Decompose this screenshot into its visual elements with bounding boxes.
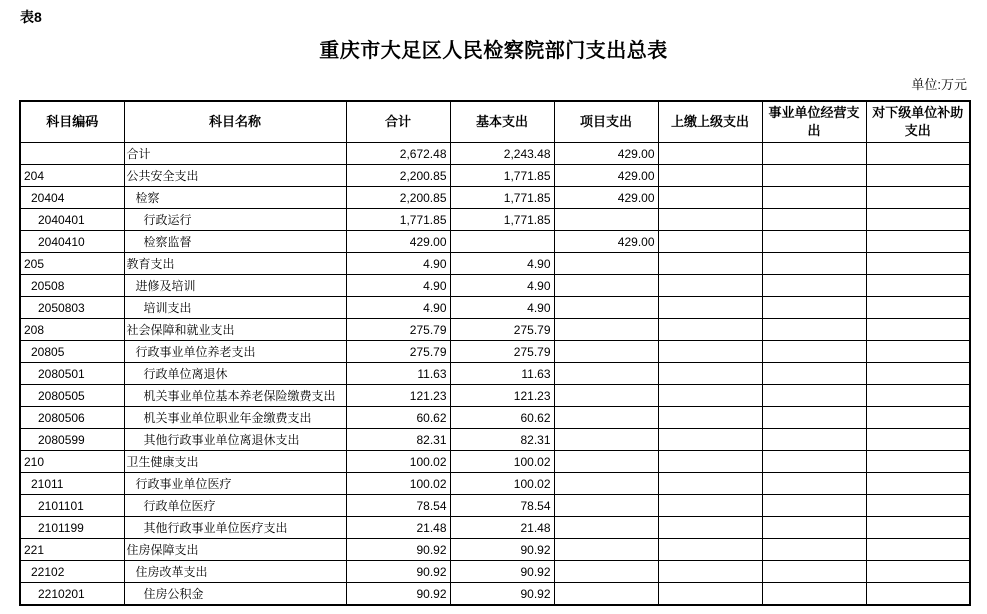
cell-operating-expenditure <box>762 385 866 407</box>
cell-upper-level-payment <box>658 583 762 606</box>
cell-subject-code: 20805 <box>20 341 124 363</box>
cell-subject-name: 行政单位医疗 <box>124 495 346 517</box>
cell-subsidy-expenditure <box>866 341 970 363</box>
cell-upper-level-payment <box>658 319 762 341</box>
cell-upper-level-payment <box>658 187 762 209</box>
cell-project-expenditure <box>554 495 658 517</box>
table-row <box>20 231 970 253</box>
column-header-operating-expenditure: 事业单位经营支出 <box>762 101 866 143</box>
cell-basic-expenditure: 100.02 <box>450 451 554 473</box>
cell-subject-name: 检察 <box>124 187 346 209</box>
cell-total: 78.54 <box>346 495 450 517</box>
cell-subject-name: 行政事业单位养老支出 <box>124 341 346 363</box>
cell-basic-expenditure: 4.90 <box>450 275 554 297</box>
cell-subject-name: 社会保障和就业支出 <box>124 319 346 341</box>
cell-project-expenditure <box>554 253 658 275</box>
cell-project-expenditure <box>554 429 658 451</box>
cell-subsidy-expenditure <box>866 385 970 407</box>
cell-subject-code: 205 <box>20 253 124 275</box>
cell-subsidy-expenditure <box>866 209 970 231</box>
cell-basic-expenditure: 60.62 <box>450 407 554 429</box>
cell-subject-name: 检察监督 <box>124 231 346 253</box>
cell-subject-code: 204 <box>20 165 124 187</box>
cell-subject-name: 其他行政事业单位医疗支出 <box>124 517 346 539</box>
cell-total: 275.79 <box>346 341 450 363</box>
cell-project-expenditure: 429.00 <box>554 143 658 165</box>
table-row <box>20 319 970 341</box>
cell-total: 90.92 <box>346 561 450 583</box>
cell-operating-expenditure <box>762 363 866 385</box>
cell-upper-level-payment <box>658 495 762 517</box>
cell-operating-expenditure <box>762 319 866 341</box>
cell-subsidy-expenditure <box>866 561 970 583</box>
cell-total: 21.48 <box>346 517 450 539</box>
cell-subject-name: 合计 <box>124 143 346 165</box>
cell-project-expenditure <box>554 275 658 297</box>
cell-subject-code: 20404 <box>20 187 124 209</box>
table-body <box>20 143 970 606</box>
cell-basic-expenditure: 121.23 <box>450 385 554 407</box>
table-row <box>20 209 970 231</box>
cell-upper-level-payment <box>658 165 762 187</box>
cell-subsidy-expenditure <box>866 407 970 429</box>
cell-total: 121.23 <box>346 385 450 407</box>
cell-project-expenditure <box>554 407 658 429</box>
cell-basic-expenditure: 1,771.85 <box>450 209 554 231</box>
cell-subject-code: 21011 <box>20 473 124 495</box>
cell-upper-level-payment <box>658 275 762 297</box>
table-row <box>20 165 970 187</box>
cell-total: 1,771.85 <box>346 209 450 231</box>
cell-project-expenditure: 429.00 <box>554 187 658 209</box>
cell-subject-name: 培训支出 <box>124 297 346 319</box>
cell-operating-expenditure <box>762 451 866 473</box>
cell-basic-expenditure: 11.63 <box>450 363 554 385</box>
cell-upper-level-payment <box>658 451 762 473</box>
cell-operating-expenditure <box>762 495 866 517</box>
table-row <box>20 407 970 429</box>
cell-subject-code: 2080506 <box>20 407 124 429</box>
cell-subject-name: 住房改革支出 <box>124 561 346 583</box>
cell-project-expenditure <box>554 297 658 319</box>
cell-subject-name: 住房保障支出 <box>124 539 346 561</box>
cell-operating-expenditure <box>762 275 866 297</box>
cell-project-expenditure: 429.00 <box>554 231 658 253</box>
cell-project-expenditure <box>554 451 658 473</box>
cell-project-expenditure <box>554 363 658 385</box>
cell-operating-expenditure <box>762 165 866 187</box>
cell-total: 82.31 <box>346 429 450 451</box>
cell-basic-expenditure: 1,771.85 <box>450 187 554 209</box>
cell-project-expenditure <box>554 517 658 539</box>
cell-subsidy-expenditure <box>866 539 970 561</box>
column-header-project-expenditure: 项目支出 <box>554 101 658 143</box>
cell-subject-name: 行政事业单位医疗 <box>124 473 346 495</box>
cell-upper-level-payment <box>658 297 762 319</box>
cell-project-expenditure <box>554 539 658 561</box>
cell-basic-expenditure: 1,771.85 <box>450 165 554 187</box>
cell-subject-code: 2210201 <box>20 583 124 606</box>
cell-operating-expenditure <box>762 297 866 319</box>
cell-upper-level-payment <box>658 561 762 583</box>
cell-basic-expenditure: 78.54 <box>450 495 554 517</box>
cell-subject-code: 2101199 <box>20 517 124 539</box>
cell-subsidy-expenditure <box>866 143 970 165</box>
column-header-upper-level-payment: 上缴上级支出 <box>658 101 762 143</box>
cell-operating-expenditure <box>762 209 866 231</box>
cell-upper-level-payment <box>658 253 762 275</box>
table-row <box>20 253 970 275</box>
column-header-subject-code: 科目编码 <box>20 101 124 143</box>
cell-subsidy-expenditure <box>866 451 970 473</box>
cell-subject-code <box>20 143 124 165</box>
table-row <box>20 187 970 209</box>
cell-upper-level-payment <box>658 429 762 451</box>
cell-subject-name: 进修及培训 <box>124 275 346 297</box>
cell-basic-expenditure: 275.79 <box>450 319 554 341</box>
cell-basic-expenditure: 275.79 <box>450 341 554 363</box>
cell-subsidy-expenditure <box>866 583 970 606</box>
cell-total: 2,672.48 <box>346 143 450 165</box>
cell-upper-level-payment <box>658 143 762 165</box>
cell-subsidy-expenditure <box>866 319 970 341</box>
cell-subsidy-expenditure <box>866 429 970 451</box>
cell-total: 4.90 <box>346 297 450 319</box>
cell-project-expenditure <box>554 561 658 583</box>
cell-operating-expenditure <box>762 253 866 275</box>
table-row <box>20 297 970 319</box>
cell-subject-code: 208 <box>20 319 124 341</box>
cell-total: 11.63 <box>346 363 450 385</box>
table-row <box>20 363 970 385</box>
table-row <box>20 495 970 517</box>
cell-subsidy-expenditure <box>866 231 970 253</box>
cell-upper-level-payment <box>658 539 762 561</box>
cell-operating-expenditure <box>762 473 866 495</box>
cell-operating-expenditure <box>762 583 866 606</box>
cell-operating-expenditure <box>762 517 866 539</box>
cell-subject-code: 2040401 <box>20 209 124 231</box>
table-row <box>20 517 970 539</box>
cell-operating-expenditure <box>762 429 866 451</box>
cell-subject-code: 221 <box>20 539 124 561</box>
cell-basic-expenditure: 82.31 <box>450 429 554 451</box>
cell-subsidy-expenditure <box>866 253 970 275</box>
table-header-row <box>20 101 970 143</box>
cell-total: 2,200.85 <box>346 165 450 187</box>
cell-subject-name: 机关事业单位基本养老保险缴费支出 <box>124 385 346 407</box>
cell-total: 275.79 <box>346 319 450 341</box>
table-row <box>20 583 970 606</box>
cell-total: 4.90 <box>346 275 450 297</box>
cell-upper-level-payment <box>658 385 762 407</box>
cell-subject-code: 2101101 <box>20 495 124 517</box>
cell-basic-expenditure: 100.02 <box>450 473 554 495</box>
cell-subsidy-expenditure <box>866 187 970 209</box>
cell-project-expenditure <box>554 385 658 407</box>
cell-operating-expenditure <box>762 231 866 253</box>
cell-total: 90.92 <box>346 539 450 561</box>
cell-upper-level-payment <box>658 341 762 363</box>
cell-subsidy-expenditure <box>866 517 970 539</box>
cell-total: 100.02 <box>346 451 450 473</box>
cell-project-expenditure: 429.00 <box>554 165 658 187</box>
cell-total: 429.00 <box>346 231 450 253</box>
cell-project-expenditure <box>554 341 658 363</box>
cell-subject-name: 卫生健康支出 <box>124 451 346 473</box>
table-row <box>20 451 970 473</box>
cell-subject-name: 行政运行 <box>124 209 346 231</box>
table-row <box>20 539 970 561</box>
cell-project-expenditure <box>554 473 658 495</box>
cell-subject-code: 2050803 <box>20 297 124 319</box>
unit-label: 单位:万元 <box>911 77 967 92</box>
cell-basic-expenditure: 4.90 <box>450 297 554 319</box>
column-header-subsidy-expenditure: 对下级单位补助支出 <box>866 101 970 143</box>
cell-project-expenditure <box>554 583 658 606</box>
cell-operating-expenditure <box>762 341 866 363</box>
cell-upper-level-payment <box>658 517 762 539</box>
expenditure-summary-table <box>19 100 971 606</box>
cell-basic-expenditure: 90.92 <box>450 583 554 606</box>
cell-subsidy-expenditure <box>866 297 970 319</box>
cell-subject-name: 公共安全支出 <box>124 165 346 187</box>
cell-total: 4.90 <box>346 253 450 275</box>
cell-upper-level-payment <box>658 473 762 495</box>
cell-operating-expenditure <box>762 187 866 209</box>
cell-subject-code: 2080501 <box>20 363 124 385</box>
cell-basic-expenditure: 90.92 <box>450 539 554 561</box>
cell-total: 60.62 <box>346 407 450 429</box>
cell-subsidy-expenditure <box>866 495 970 517</box>
cell-project-expenditure <box>554 209 658 231</box>
table-row <box>20 561 970 583</box>
cell-project-expenditure <box>554 319 658 341</box>
cell-subject-code: 2080505 <box>20 385 124 407</box>
cell-upper-level-payment <box>658 407 762 429</box>
cell-subject-name: 住房公积金 <box>124 583 346 606</box>
cell-basic-expenditure: 90.92 <box>450 561 554 583</box>
cell-basic-expenditure <box>450 231 554 253</box>
cell-subsidy-expenditure <box>866 363 970 385</box>
cell-subject-name: 机关事业单位职业年金缴费支出 <box>124 407 346 429</box>
cell-subject-name: 教育支出 <box>124 253 346 275</box>
cell-subsidy-expenditure <box>866 275 970 297</box>
cell-operating-expenditure <box>762 561 866 583</box>
cell-total: 2,200.85 <box>346 187 450 209</box>
cell-subject-name: 其他行政事业单位离退休支出 <box>124 429 346 451</box>
table-row <box>20 385 970 407</box>
cell-total: 90.92 <box>346 583 450 606</box>
cell-subject-name: 行政单位离退休 <box>124 363 346 385</box>
cell-basic-expenditure: 21.48 <box>450 517 554 539</box>
table-row <box>20 429 970 451</box>
cell-operating-expenditure <box>762 143 866 165</box>
column-header-total: 合计 <box>346 101 450 143</box>
column-header-subject-name: 科目名称 <box>124 101 346 143</box>
table-row <box>20 473 970 495</box>
cell-upper-level-payment <box>658 231 762 253</box>
cell-subsidy-expenditure <box>866 473 970 495</box>
column-header-basic-expenditure: 基本支出 <box>450 101 554 143</box>
cell-subject-code: 20508 <box>20 275 124 297</box>
cell-subject-code: 2080599 <box>20 429 124 451</box>
cell-upper-level-payment <box>658 209 762 231</box>
page-title: 重庆市大足区人民检察院部门支出总表 <box>319 40 668 62</box>
cell-operating-expenditure <box>762 539 866 561</box>
table-row <box>20 341 970 363</box>
cell-subject-code: 2040410 <box>20 231 124 253</box>
cell-upper-level-payment <box>658 363 762 385</box>
cell-operating-expenditure <box>762 407 866 429</box>
table-row <box>20 143 970 165</box>
cell-subject-code: 210 <box>20 451 124 473</box>
cell-basic-expenditure: 2,243.48 <box>450 143 554 165</box>
cell-basic-expenditure: 4.90 <box>450 253 554 275</box>
cell-total: 100.02 <box>346 473 450 495</box>
table-row <box>20 275 970 297</box>
cell-subsidy-expenditure <box>866 165 970 187</box>
table-number-label: 表8 <box>20 9 42 25</box>
cell-subject-code: 22102 <box>20 561 124 583</box>
